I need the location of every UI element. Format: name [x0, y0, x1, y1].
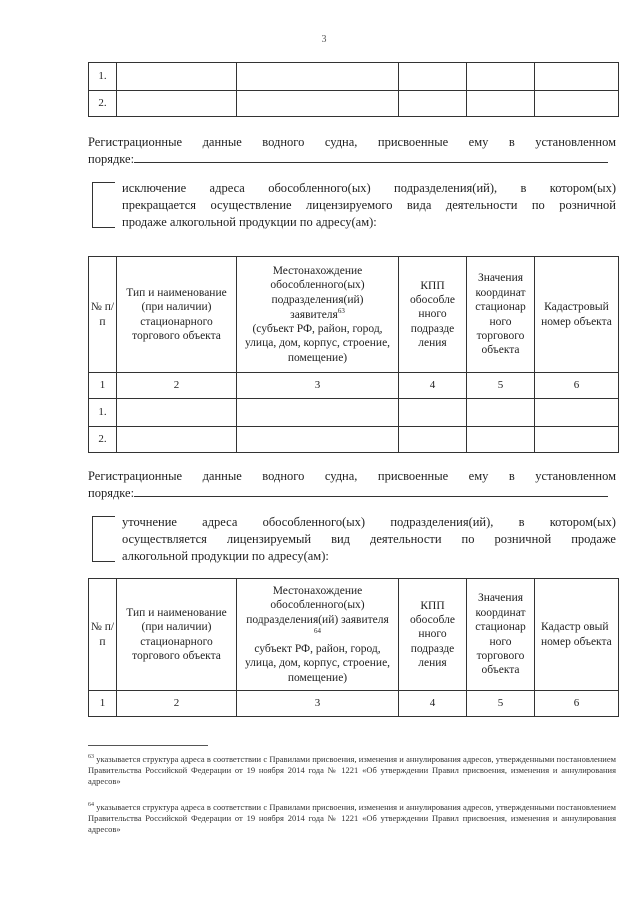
- registration-word: водного: [262, 469, 305, 483]
- header-coords: Значения координат стационар ного торгового объекта: [467, 257, 535, 373]
- column-number: 2: [117, 373, 237, 399]
- footnote-separator: [88, 745, 208, 746]
- exclusion-word: адреса: [209, 181, 245, 195]
- registration-word: в: [508, 469, 515, 483]
- table-row: [89, 63, 619, 91]
- footnote-ref: 63: [337, 306, 345, 315]
- clarification-word: обособленного(ых): [262, 515, 366, 529]
- clarification-word: вид: [331, 532, 351, 546]
- table-row: [89, 399, 619, 427]
- footnote-64: [88, 800, 616, 835]
- footnote-text: указывается структура адреса в соответствии с Правилами присвоения, изменения и аннулирования адресов, утвержденными постановлением Правительства Российской Федерации от 19 ноября 2014 года № 1221 «Об утверждении Правил присвоения, изменения и аннулирования адресов»: [88, 753, 616, 786]
- registration-label: порядке:: [88, 152, 135, 166]
- exclusion-word: подразделения(ий),: [394, 181, 498, 195]
- header-kpp: КПП обособле нного подразде ления: [399, 257, 467, 373]
- header-kpp: КПП обособле нного подразде ления: [399, 579, 467, 691]
- column-number: 3: [237, 691, 399, 717]
- registration-word: ему: [468, 135, 489, 149]
- footnote-mark: 64: [88, 802, 94, 808]
- registration-word: водного: [262, 135, 305, 149]
- registration-word: судна,: [324, 469, 358, 483]
- column-number: 1: [89, 373, 117, 399]
- exclusion-word: котором(ых): [549, 181, 616, 195]
- exclusion-word: исключение: [122, 181, 187, 195]
- registration-line: [88, 468, 616, 485]
- exclusion-word: по: [531, 198, 545, 212]
- registration-data-2: [88, 468, 616, 502]
- header-coords: Значения координат стационар ного торгового объекта: [467, 579, 535, 691]
- clarification-line3: алкогольной продукции по адресу(ам):: [122, 549, 329, 563]
- header-type: Тип и наименование (при наличии) стационарного торгового объекта: [117, 579, 237, 691]
- clarification-word: осуществляется: [122, 532, 207, 546]
- exclusion-word: в: [520, 181, 527, 195]
- clarification-word: адреса: [202, 515, 238, 529]
- footnote-text: указывается структура адреса в соответствии с Правилами присвоения, изменения и аннулирования адресов, утвержденными постановлением Правительства Российской Федерации от 19 ноября 2014 года № 1221 «Об утверждении Правил присвоения, изменения и аннулирования адресов»: [88, 801, 616, 834]
- column-number: 1: [89, 691, 117, 717]
- column-number-row: [89, 373, 619, 399]
- exclusion-word: розничной: [559, 198, 616, 212]
- registration-word: ему: [468, 469, 489, 483]
- column-number: 3: [237, 373, 399, 399]
- fill-line: [134, 485, 608, 497]
- exclusion-word: деятельности: [445, 198, 518, 212]
- column-number: 4: [399, 373, 467, 399]
- registration-word: присвоенные: [377, 469, 449, 483]
- column-number: 2: [117, 691, 237, 717]
- exclusion-word: прекращается: [122, 198, 196, 212]
- exclusion-line3: продаже алкогольной продукции по адресу(ам):: [122, 215, 377, 229]
- header-location: Местонахождение обособленного(ых) подразделения(ий) заявителя $^{64}$ субъект РФ, район, город, улица, дом, корпус, строение, помещение): [237, 579, 399, 691]
- registration-word: установленном: [535, 135, 616, 149]
- registration-word: Регистрационные: [88, 135, 183, 149]
- clarification-word: розничной: [494, 532, 552, 546]
- column-number: 5: [467, 691, 535, 717]
- column-number: 5: [467, 373, 535, 399]
- registration-word: установленном: [535, 469, 616, 483]
- column-number: 4: [399, 691, 467, 717]
- table-header-row: [89, 257, 619, 373]
- header-cadastral: Кадастровый номер объекта: [535, 257, 619, 373]
- registration-word: в: [508, 135, 515, 149]
- header-cadastral: Кадастр овый номер объекта: [535, 579, 619, 691]
- clarification-word: продаже: [571, 532, 616, 546]
- registration-word: присвоенные: [377, 135, 449, 149]
- fill-line: [134, 151, 608, 163]
- column-number: 6: [535, 691, 619, 717]
- column-number: 6: [535, 373, 619, 399]
- header-type: Тип и наименование (при наличии) стационарного торгового объекта: [117, 257, 237, 373]
- clarification-word: в: [518, 515, 525, 529]
- clarification-word: подразделения(ий),: [390, 515, 494, 529]
- table-row: [89, 427, 619, 453]
- checkbox-exclusion[interactable]: [92, 182, 115, 228]
- page-number: 3: [321, 34, 327, 45]
- registration-word: данные: [202, 135, 242, 149]
- addresses-table-exclusion: [88, 256, 619, 453]
- table-row: [89, 91, 619, 117]
- clarification-text: [122, 514, 616, 565]
- clarification-word: по: [461, 532, 475, 546]
- table-header-row: [89, 579, 619, 691]
- exclusion-text: [122, 180, 616, 231]
- clarification-word: лицензируемый: [226, 532, 312, 546]
- top-table: [88, 62, 619, 117]
- registration-word: Регистрационные: [88, 469, 183, 483]
- exclusion-word: осуществление: [210, 198, 292, 212]
- exclusion-word: лицензируемого: [306, 198, 393, 212]
- clarification-word: деятельности: [370, 532, 442, 546]
- registration-label: порядке:: [88, 486, 135, 500]
- footnote-ref: 64: [314, 626, 321, 635]
- footnote-63: [88, 752, 616, 787]
- row-number: 1.: [89, 399, 117, 427]
- registration-word: данные: [202, 469, 242, 483]
- footnote-mark: 63: [88, 754, 94, 760]
- clarification-word: котором(ых): [549, 515, 616, 529]
- addresses-table-clarification: [88, 578, 619, 717]
- registration-word: судна,: [324, 135, 358, 149]
- row-number: 1.: [89, 63, 117, 91]
- registration-line: [88, 134, 616, 151]
- header-num: № п/п: [89, 257, 117, 373]
- row-number: 2.: [89, 91, 117, 117]
- clarification-word: уточнение: [122, 515, 177, 529]
- checkbox-clarification[interactable]: [92, 516, 115, 562]
- registration-data-1: [88, 134, 616, 168]
- row-number: 2.: [89, 427, 117, 453]
- exclusion-word: обособленного(ых): [268, 181, 371, 195]
- header-num: № п/п: [89, 579, 117, 691]
- header-location: Местонахождение обособленного(ых) подразделения(ий) заявителя$^{63}$ (субъект РФ, район, город, улица, дом, корпус, строение, помещение): [237, 257, 399, 373]
- exclusion-word: вида: [406, 198, 432, 212]
- column-number-row: [89, 691, 619, 717]
